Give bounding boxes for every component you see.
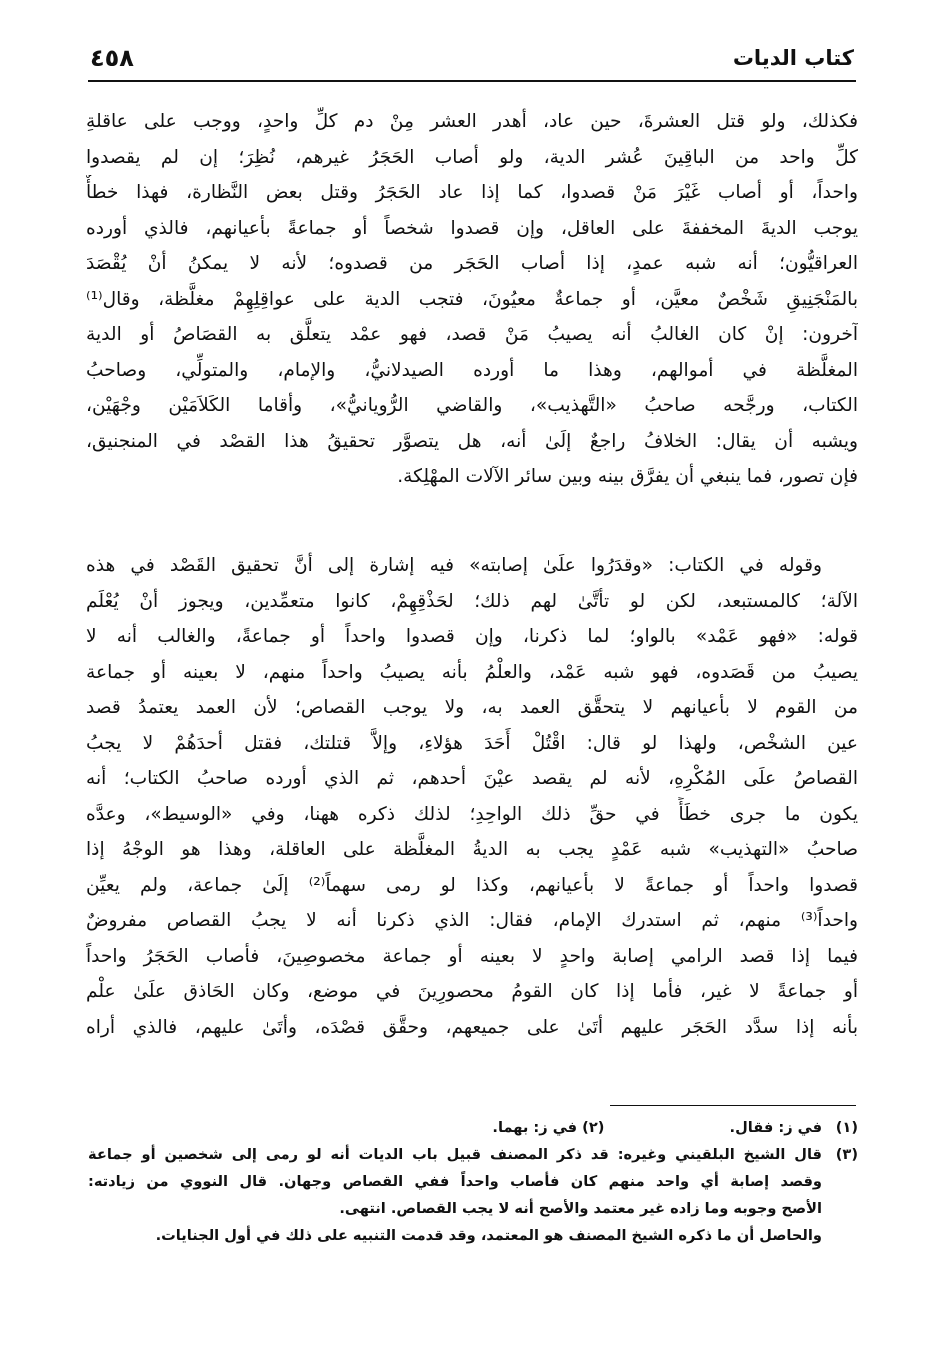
text-line: كلِّ واحد من الباقِينَ عُشر الدية، ولو أصاب الحَجَرُ غيرهم، نُظِرَ؛ إن لم يقصدوا [86,146,858,168]
text-line: يوجب الديةَ المخففةَ على العاقل، وإن قصدوا شخصاً أو جماعةً بأعيانهم، فالذي أورده [86,217,858,239]
text-line: يكون ما جرى خطَأً في حقِّ ذلك الواحِدِ؛ لذلك ذكره ههنا، وفي «الوسيط»، وعدَّه [86,803,858,825]
running-title: كتاب الديات [732,46,854,70]
paragraph-1 [86,104,858,495]
footnotes [88,1114,858,1249]
footnote-body [88,1114,822,1141]
text-line: بالمَنْجَنِيقِ شَخْصٌ معيَّن، أو جماعةٌ معيُونَ، فتجب الدية على عواقِلِهِمْ مغلَّظة، وقال⁽¹⁾ [86,288,858,310]
footnote-line: والحاصل أن ما ذكره الشيخ المصنف هو المعتمد، وقد قدمت التنبيه على ذلك في أول الجنايات. [155,1227,822,1244]
footnote-1-text: في ز: فقال. [729,1119,822,1136]
text-line: الآلة؛ كالمستبعد، لكن لو تأتَّىٰ لهم ذلك؛ لحَذْقِهِمْ، كانوا متعمِّدين، ويجوز أنْ يُعْلَم [86,590,858,612]
page-header [90,38,854,78]
header-rule [88,80,856,82]
footnote-2-text: في ز: بهما. [492,1119,578,1136]
footnote-number: (٣) [835,1146,858,1163]
text-line: قوله: «فهو عَمْد» بالواو؛ لما ذكرنا، وإن قصدوا واحداً أو جماعةً، والغالب أنه لا [86,626,858,647]
footnote-rule [610,1105,856,1106]
text-line: صاحبُ «التهذيب» شبه عَمْدٍ يجب به الديةُ المغلَّظة على العاقلة، وهذا هو الوجْهُ إذا [86,839,858,860]
text-line: فكذلك، ولو قتل العشرةَ، حين عاد، أهدر العشر مِنْ دم كلِّ واحدٍ، ووجب على عاقلةِ [86,111,858,132]
paragraph-2 [86,548,858,1045]
text-line: القصاصُ علَى المُكْرِهِ، لأنه لم يقصد عيْنَ أحدهم، ثم الذي أورده صاحبُ الكتاب؛ أنه [86,768,858,789]
footnote-line: الأصح وجوبه وما زاده غير معتمد والأصح أنه لا يجب القصاص. انتهى. [339,1200,822,1217]
text-line: وقوله في الكتاب: «وقدَرُوا علَىٰ إصابته» فيه إشارة إلى أنَّ تحقيق القَصْد في هذه [86,555,822,576]
footnote-1-2-row [88,1114,858,1141]
text-line: ويشبه أن يقال: الخلافُ راجعٌ إلَىٰ أنه، هل يتصوَّر تحقيقُ هذا القصْد في المنجنيق، [86,430,858,452]
text-line: المغلَّظة في أموالهم، وهذا ما أورده الصيدلانيُّ، والإمام، والمتولِّي، وصاحبُ [86,359,858,381]
footnote-3-continuation [88,1222,822,1249]
text-line: أو جماعةً لا غير، فأما إذا كان القومُ محصورِينَ في موضع، وكان الحَاذق علَىٰ علْم [86,981,858,1002]
text-line: واحداً⁽³⁾ منهم، ثم استدرك الإمام، فقال: الذي ذكرنا أنه لا يجبُ القصاص مفروضٌ [86,910,858,931]
footnote-line: وقصد إصابة أي واحد منهم كان فأصاب واحداً ففي القصاص وجهان. قال النووي من زيادته: [88,1173,822,1190]
text-line: الكتاب، ورجَّحه صاحبُ «التَّهذيب»، والقاضي الرُّويانيُّ»، وأقاما الكَلاَمَيْن وجْهَيْن، [86,395,858,416]
text-line: واحداً، أو أصاب غَيْرَ مَنْ قصدوا، كما إذا عاد الحَجَرُ وقتل بعض النَّظارة، فهذا خطأٌ [86,182,858,203]
footnote-line: قال الشيخ البلقيني وغيره: قد ذكر المصنف قبيل باب الديات أنه لو رمى إلى شخصين أو جماعة [88,1146,822,1163]
text-line: فإن تصور، فما ينبغي أن يفرَّق بينه وبين سائر الآلات المهْلِكة. [397,466,858,487]
footnote-3-row [88,1141,858,1222]
text-line: قصدوا واحداً أو جماعةً لا بأعيانهم، وكذا لو رمى سهماً⁽²⁾ إلَىٰ جماعة، ولم يعيِّن [86,874,858,896]
text-line: العراقيُّون؛ أنه شبه عمدٍ، إذا أصاب الحَجَر من قصدوه؛ لأنه لا يمكنُ أنْ يُقْصَدَ [86,253,858,274]
text-line: عين الشخْص، ولهذا لو قال: اقْتُلْ أَحَدَ هؤلاءِ، وإلاَّ قتلتك، فقتل أحدَهُمْ لا يجبُ [86,732,858,754]
text-line: من القوم لا بأعيانهم لا يتحقَّق العمد به، ولا يوجب القصاص؛ لأن العمد يعتمدُ قصد [86,697,858,718]
text-line: فيما إذا قصد الرامي إصابة واحدٍ لا بعينه أو جماعة مخصوصِينَ، فأصاب الحَجَرُ واحداً [86,945,858,967]
page-number: ٤٥٨ [90,44,134,72]
footnote-body [88,1141,822,1222]
text-line: بأنه إذا سدَّد الحَجَر عليهم أتَىٰ على جميعهم، وحقَّق قصْدَه، وأتَىٰ عليهم، فالذي أراه [86,1016,858,1038]
footnote-number: (١) [835,1119,858,1136]
footnote-2-number: (٢) [582,1119,605,1136]
text-line: آخرون: إنْ كان الغالبُ أنه يصيبُ مَنْ قصد، فهو عمْد يتعلَّق به القصَاصُ أو الدية [86,324,858,345]
text-line: يصيبُ من قَصَدوه، فهو شبه عَمْد، والعلْمُ بأنه يصيبُ واحداً منهم، لا بعينه أو جماعة [86,661,858,683]
